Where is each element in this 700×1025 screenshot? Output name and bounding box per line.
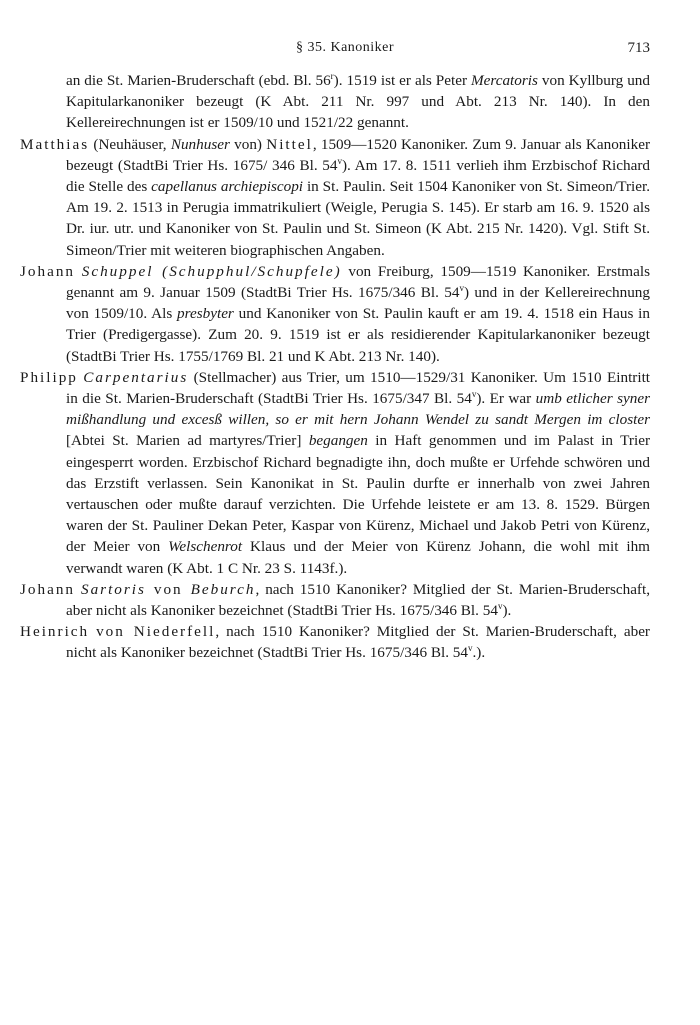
text-run: ). [502, 602, 512, 620]
text-run: an die St. Marien-Bruderschaft (ebd. Bl. 56 [66, 72, 331, 89]
superscript-run: r [330, 70, 334, 81]
text-run: Nittel [266, 135, 313, 153]
section-title: § 35. Kanoniker [295, 40, 395, 55]
text-run: ). Am 17. 8. 1511 verlieh ihm Erzbischof Richard die Stelle des [66, 156, 650, 196]
entry-johann-sartoris [20, 579, 650, 621]
text-run: Johann [20, 580, 76, 598]
italic-run: umb etlicher syner mißhandlung und excesß willen, so er mit hern Johann Wendel zu sandt Mergen im closter [66, 390, 650, 429]
entry-matthias-nittel [20, 134, 650, 261]
running-head [40, 40, 650, 62]
entry-philipp-carpentarius [20, 367, 650, 579]
entry-johann-schuppel [20, 261, 650, 367]
italic-run: Carpentarius [83, 368, 189, 386]
italic-run: Mercatoris [470, 72, 538, 89]
superscript-run: v [337, 155, 342, 166]
italic-run: Welschenrot [168, 538, 243, 556]
text-run: Klaus und der Meier von Kürenz Johann, die wohl mit ihm verwandt waren (K Abt. 1 C Nr. 23 S. 1143f.). [66, 538, 650, 577]
text-run: (Neuhäuser, [89, 135, 171, 153]
text-run: in St. Paulin. Seit 1504 Kanoniker von St. Simeon/Trier. Am 19. 2. 1513 in Perugia immatrikuliert (Weigle, Perugia S. 145). Er starb am 16. 9. 1520 als Dr. iur. utr. und Kanoniker von St. Paulin und St. Simeon (K Abt. 215 Nr. 1420). Vgl. Stift St. Simeon/Trier mit weiteren biographischen Angaben. [66, 178, 650, 259]
superscript-run: v [497, 601, 503, 612]
text-run [75, 263, 82, 280]
text-run: Johann [20, 262, 76, 280]
text-run: , nach 1510 Kanoniker? Mitglied der St. Marien-Bruderschaft, aber nicht als Kanoniker bezeichnet (StadtBi Trier Hs. 1675/346 Bl. 54 [66, 580, 651, 620]
italic-run: Nunhuser [170, 135, 230, 153]
text-run: , 1509—1520 Kanoniker. Zum 9. Januar als Kanoniker bezeugt (StadtBi Trier Hs. 1675/ 346 Bl. 54 [66, 135, 650, 174]
text-run: und Kanoniker von St. Paulin kauft er am 19. 4. 1518 ein Haus in Trier (Predigergasse). Zum 20. 9. 1519 ist er als residierender Kapitularkanoniker bezeugt (StadtBi Trier Hs. 1755/1769 Bl. 21 und K Abt. 213 Nr. 140). [66, 305, 650, 365]
entry-heinrich-niederfell [20, 621, 650, 663]
text-run: Heinrich [20, 623, 90, 641]
italic-run: Beburch [190, 580, 256, 598]
text-run: von) [229, 135, 267, 153]
text-run: ) und in der Kellereirechnung von 1509/10. Als [66, 284, 650, 323]
italic-run: begangen [308, 432, 368, 450]
text-run: von Kyllburg und Kapitularkanoniker bezeugt (K Abt. 211 Nr. 997 und Abt. 213 Nr. 140). In den Kellereirechnungen ist er 1509/10 und 1521/22 genannt. [66, 72, 650, 132]
superscript-run: v [468, 643, 473, 654]
superscript-run: v [459, 282, 464, 293]
italic-run: presbyter [177, 305, 234, 323]
text-run: von Niederfell [96, 623, 216, 641]
body-text [20, 70, 650, 664]
text-run: (Stellmacher) aus Trier, um 1510—1529/31 Kanoniker. Um 1510 Eintritt in die St. Marien-Bruderschaft (StadtBi Trier Hs. 1675/347 Bl. 54 [66, 368, 651, 408]
text-run: ). 1519 ist er als Peter [333, 72, 471, 89]
text-run: Matthias [20, 135, 90, 153]
text-run: von Freiburg, 1509—1519 Kanoniker. Erstmals genannt am 9. Januar 1509 (StadtBi Trier Hs. 1675/346 Bl. 54 [66, 262, 650, 302]
text-run: , nach 1510 Kanoniker? Mitglied der St. Marien-Bruderschaft, aber nicht als Kanoniker bezeichnet (StadtBi Trier Hs. 1675/346 Bl. 54 [66, 623, 650, 662]
text-run: [Abtei St. Marien ad martyres/Trier] [66, 432, 309, 450]
text-run: ). Er war [476, 390, 536, 408]
italic-run: capellanus archiepiscopi [151, 178, 304, 196]
text-run: von [145, 580, 191, 598]
page-number: 713 [627, 40, 650, 56]
italic-run: Schuppel (Schupphul/Schupfele) [81, 262, 342, 280]
text-run: Philipp [20, 368, 78, 386]
text-run: .). [472, 644, 486, 662]
text-run: in Haft genommen und im Palast in Trier eingesperrt worden. Erzbischof Richard begnadigte ihn, doch mußte er Urfehde schwören und das Erzstift verlassen. Sein Kanonikat in St. Paulin durfte er innerhalb von zwei Jahren vertauschen oder mußte darauf verzichten. Die Urfehde leistete er am 13. 8. 1529. Bürgen waren der St. Pauliner Dekan Peter, Kaspar von Kürenz, Michael und Jakob Petri von Kürenz, der Meier von [66, 432, 650, 556]
entry-continuation [20, 70, 650, 134]
superscript-run: v [471, 388, 477, 399]
italic-run: Sartoris [80, 580, 146, 598]
